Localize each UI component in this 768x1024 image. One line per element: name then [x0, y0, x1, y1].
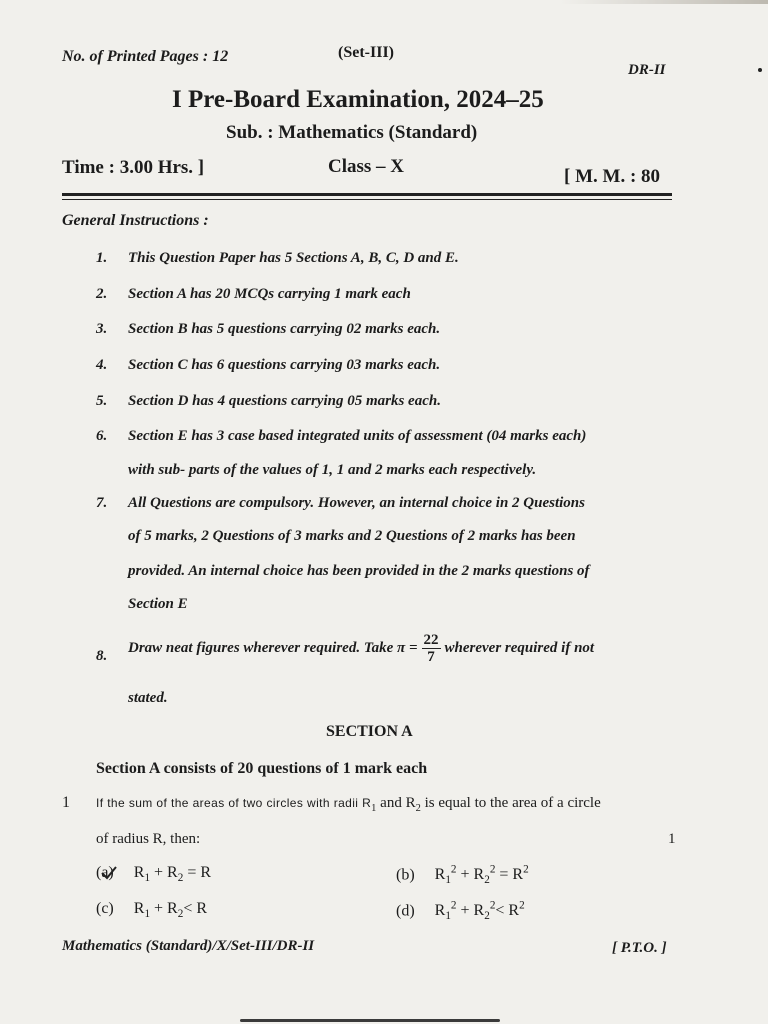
printed-pages: No. of Printed Pages : 12: [62, 48, 229, 65]
question-text-part: and R: [376, 795, 416, 811]
footer-pto: [ P.T.O. ]: [612, 940, 667, 956]
instructions-heading: General Instructions :: [62, 212, 209, 229]
instruction-text: of 5 marks, 2 Questions of 3 marks and 2 Questions of 2 marks has been: [128, 528, 576, 544]
instruction-text: Section E has 3 case based integrated units of assessment (04 marks each): [128, 428, 587, 444]
instruction-text: Section B has 5 questions carrying 02 marks each.: [128, 321, 441, 337]
instruction-number: 6.: [96, 428, 108, 444]
tick-mark-icon: [100, 865, 118, 881]
instruction-text: Section D has 4 questions carrying 05 marks each.: [128, 393, 441, 409]
section-title: SECTION A: [326, 723, 413, 740]
instruction-text: Section E: [128, 596, 188, 612]
subject: Sub. : Mathematics (Standard): [226, 122, 478, 143]
time-allowed: Time : 3.00 Hrs. ]: [62, 157, 205, 178]
instruction-text-pi: [128, 632, 594, 665]
instruction-number: 7.: [96, 495, 108, 511]
option-c-math: $R_1 + R_2< R$: [133, 900, 208, 921]
section-subtitle: Section A consists of 20 questions of 1 mark each: [96, 760, 428, 777]
instruction-number: 8.: [96, 648, 108, 664]
instruction-text: Section A has 20 MCQs carrying 1 mark each: [128, 286, 411, 302]
instruction-text: Section C has 6 questions carrying 03 marks each.: [128, 357, 441, 373]
instruction-text: All Questions are compulsory. However, an internal choice in 2 Questions: [128, 495, 585, 511]
instruction-text: provided. An internal choice has been provided in the 2 marks questions of: [128, 563, 590, 579]
pi-text-after: wherever required if not: [444, 640, 595, 656]
ink-dot: [758, 68, 762, 72]
instruction-number: 2.: [96, 286, 108, 302]
subscript: 2: [415, 803, 421, 814]
instruction-text: with sub- parts of the values of 1, 1 and 2 marks each respectively.: [128, 462, 537, 478]
max-marks: [ M. M. : 80: [564, 166, 661, 187]
option-label: (a): [96, 864, 114, 881]
instruction-text: This Question Paper has 5 Sections A, B, C, D and E.: [128, 250, 459, 266]
option-d[interactable]: [396, 900, 525, 923]
page-edge-shadow-bottom: [240, 1019, 500, 1022]
subscript: 1: [371, 803, 377, 814]
exam-title: I Pre-Board Examination, 2024–25: [172, 86, 544, 113]
option-c[interactable]: [96, 900, 207, 920]
instruction-number: 4.: [96, 357, 108, 373]
question-text-part: If the sum of the areas of two circles with radii R: [96, 796, 372, 810]
header-rule-thin: [62, 199, 672, 200]
instruction-number: 1.: [96, 250, 108, 266]
class-label: Class – X: [328, 156, 405, 177]
fraction-denominator: 7: [427, 649, 435, 665]
instruction-text: stated.: [128, 690, 168, 706]
option-b[interactable]: [396, 864, 529, 887]
instruction-number: 3.: [96, 321, 108, 337]
page-edge-shadow: [560, 0, 768, 4]
fraction-numerator: 22: [423, 632, 439, 648]
option-a-math: $R_1 + R_2 = R$: [133, 864, 212, 885]
option-label: (d): [396, 902, 415, 920]
header-rule-thick: [62, 193, 672, 196]
option-d-math: $R_1^2 + R_2^2< R^2$: [434, 900, 525, 923]
option-b-math: $R_1^2 + R_2^2 = R^2$: [434, 864, 529, 887]
question-number: 1: [62, 794, 70, 811]
question-marks: 1: [668, 831, 676, 847]
instruction-number: 5.: [96, 393, 108, 409]
question-text-part: is equal to the area of a circle: [420, 795, 601, 811]
set-label: (Set-III): [338, 44, 394, 61]
footer-code: Mathematics (Standard)/X/Set-III/DR-II: [62, 938, 315, 954]
option-label: (b): [396, 866, 415, 884]
pi-fraction: [422, 632, 441, 665]
option-label: (c): [96, 900, 114, 917]
question-text: [96, 795, 601, 814]
question-text-line2: of radius R, then:: [96, 831, 201, 847]
option-a[interactable]: [96, 864, 211, 884]
paper-code: DR-II: [628, 62, 666, 78]
pi-text-before: Draw neat figures wherever required. Take π =: [128, 640, 418, 656]
